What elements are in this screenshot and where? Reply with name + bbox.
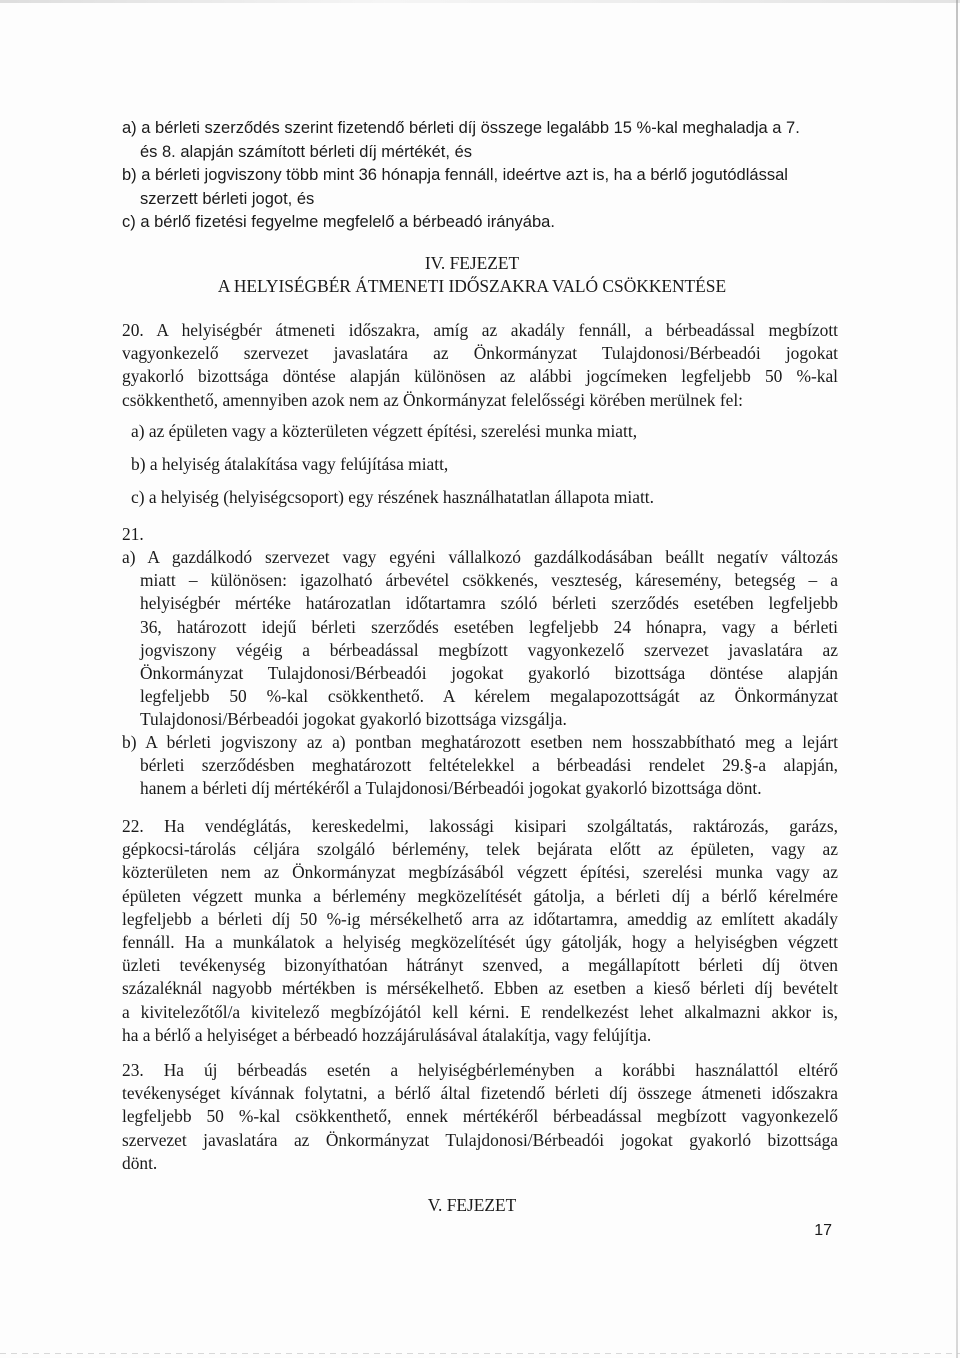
section-21-a-line: jogviszony végéig a bérbeadással megbízott vagyonkezelő szervezet javaslatára az [140, 639, 838, 660]
section-22-line: közterületen nem az Önkormányzat megbízásából végzett építési, szerelési munka vagy az [122, 862, 838, 883]
section-21-a-line: a) A gazdálkodó szervezet vagy egyéni vállalkozó gazdálkodásában beállt negatív változás [122, 547, 838, 567]
page-number: 17 [814, 1222, 832, 1239]
section-21-a-line: 36, határozott idejű bérleti szerződés esetében legfeljebb 24 hónapra, vagy a bérleti [140, 616, 838, 637]
section-21-a-line: helyiségbér mértéke határozatlan időtartamra szóló bérleti szerződés esetében legfeljebb [140, 593, 838, 614]
section-21-number [122, 523, 222, 546]
section-22-line: százaléknál nagyobb mértékben is mérsékelhető. Ebben az esetben a kieső bérleti díj bevételt [122, 978, 838, 999]
section-21-b-line: hanem a bérleti díj mértékéről a Tulajdonosi/Bérbeadói jogokat gyakorló bizottsága dönt. [140, 778, 762, 799]
chapter-iv-title: A HELYISÉGBÉR ÁTMENETI IDŐSZAKRA VALÓ CSÖKKENTÉSE [217, 276, 727, 297]
section-23-line: legfeljebb 50 %-kal csökkenthető, ennek mértékéről bérbeadással megbízott vagyonkezelő [122, 1106, 838, 1127]
section-23-line: tevékenységet kívánnak folytatni, a bérlő által fizetendő bérleti díj összege átmeneti időszakra [122, 1083, 838, 1104]
section-20-item-a: a) az épületen vagy a közterületen végzett építési, szerelési munka miatt, [131, 421, 638, 441]
section-23-line: szervezet javaslatára az Önkormányzat Tulajdonosi/Bérbeadói jogokat gyakorló bizottsága [122, 1129, 838, 1150]
section-20-item-c: c) a helyiség (helyiségcsoport) egy részének használhatatlan állapota miatt. [131, 487, 654, 508]
section-20-line: vagyonkezelő szervezet javaslatára az Önkormányzat Tulajdonosi/Bérbeadói jogokat [122, 343, 838, 364]
section-22 [122, 815, 838, 1047]
chapter-v-number: V. FEJEZET [427, 1195, 517, 1215]
section-21-a-line: miatt – különösen: igazolható árbevétel csökkenés, veszteség, káresemény, betegség – a [140, 570, 838, 591]
section-20-line: csökkenthető, amennyiben azok nem az Önkormányzat felelősségi körében merülnek fel: [122, 389, 744, 410]
section-21-a-line: Tulajdonosi/Bérbeadói jogokat gyakorló bizottsága vizsgálja. [140, 709, 567, 730]
section-21-b-line: b) A bérleti jogviszony az a) pontban meghatározott esetben nem hosszabbítható meg a lejárt [122, 732, 838, 752]
section-20-items [131, 420, 791, 510]
section-23-line: dönt. [122, 1152, 158, 1173]
section-22-line: a kivitelezőtől/a kivitelező megbízójától kell kérni. E rendelkezést lehet alkalmazni akkor is, [122, 1001, 838, 1022]
list-item-c-line1: c) a bérlő fizetési fegyelme megfelelő a bérbeadó irányába. [122, 213, 555, 231]
scan-edge-right [956, 0, 958, 1358]
section-22-line: épületen végzett munka a bérlemény megközelítését gátolja, a bérleti díj a bérlő kérelmére [122, 885, 838, 906]
section-21-b-line: bérleti szerződésben meghatározott feltételekkel a bérbeadási rendelet 29.§-a alapján, [140, 755, 838, 776]
scan-edge-top [0, 0, 960, 3]
section-20 [122, 319, 838, 412]
section-22-line: legfeljebb a bérleti díj 50 %-ig mérsékelhető arra az időtartamra, ameddig az említett akadály [122, 908, 838, 929]
section-20-line: gyakorló bizottsága döntése alapján különösen az alábbi jogcímeken legfeljebb 50 %-kal [122, 366, 838, 387]
section-21-a [122, 546, 838, 732]
section-22-line: gépkocsi-tárolás céljára szolgáló bérlemény, telek bejárata előtt az épületen, vagy az [122, 839, 838, 860]
section-22-line: 22. Ha vendéglátás, kereskedelmi, lakossági kisipari szolgáltatás, raktározás, garázs, [122, 816, 838, 836]
section-21-a-line: legfeljebb 50 %-kal csökkenthető. A kérelem megalapozottságát az Önkormányzat [140, 686, 838, 707]
section-20-item-b: b) a helyiség átalakítása vagy felújítása miatt, [131, 454, 449, 475]
list-item-b-line2: szerzett bérleti jogot, és [140, 189, 315, 208]
chapter-v-heading [122, 1194, 822, 1217]
list-item-a-line2: és 8. alapján számított bérleti díj mértékét, és [140, 142, 472, 161]
section-21-b [122, 731, 838, 801]
section-23-line: 23. Ha új bérbeadás esetén a helyiségbérleményben a korábbi használattól eltérő [122, 1060, 838, 1080]
section-23 [122, 1059, 838, 1175]
top-list [122, 117, 822, 235]
section-22-line: üzleti tevékenység bizonyíthatóan hátrányt szenved, a megállapított bérleti díj ötven [122, 955, 838, 976]
list-item-b-line1: b) a bérleti jogviszony több mint 36 hónapja fennáll, ideértve azt is, ha a bérlő jogutódlással [122, 166, 788, 184]
chapter-iv-heading [122, 252, 822, 298]
section-22-line: ha a bérlő a helyiséget a bérbeadó hozzájárulásával átalakítja, vagy felújítja. [122, 1024, 652, 1045]
section-20-line: 20. A helyiségbér átmeneti időszakra, amíg az akadály fennáll, a bérbeadással megbízott [122, 320, 838, 340]
list-item-a-line1: a) a bérleti szerződés szerint fizetendő bérleti díj összege legalább 15 %-kal meghaladja a 7. [122, 119, 800, 137]
chapter-iv-number: IV. FEJEZET [424, 253, 520, 273]
scan-edge-bottom [0, 1353, 960, 1354]
section-21-a-line: Önkormányzat Tulajdonosi/Bérbeadói jogokat gyakorló bizottsága döntése alapján [140, 663, 838, 684]
section-22-line: fennáll. Ha a munkálatok a helyiség megközelítését úgy gátolják, hogy a helyiségben végzett [122, 932, 838, 953]
section-21-number-text: 21. [122, 524, 144, 544]
